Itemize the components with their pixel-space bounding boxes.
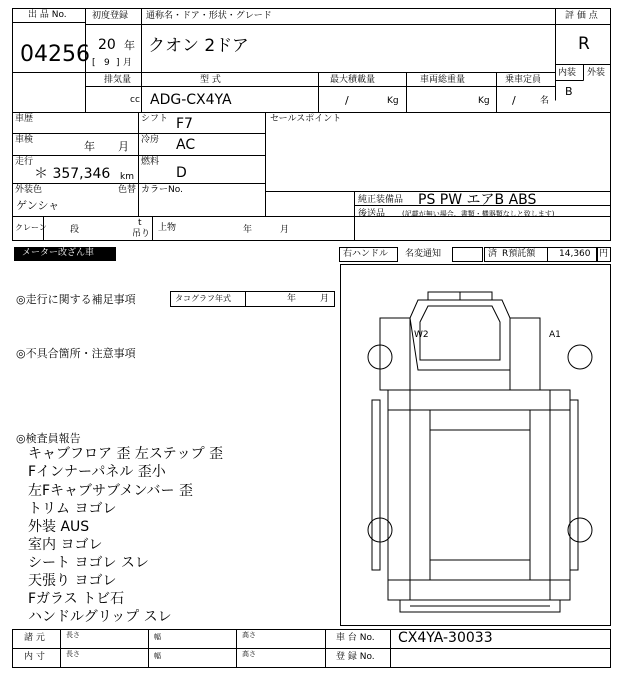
aftermarket-note: (記載が無い場合、書類・機器類なしと致します) xyxy=(402,210,555,218)
deposit-prefix: 済 xyxy=(488,249,498,259)
width-label-2: 幅 xyxy=(154,652,161,660)
inspector-line: トリム ヨゴレ xyxy=(28,501,117,517)
fuel-label: 燃料 xyxy=(141,157,160,167)
first-reg-label: 初度登録 xyxy=(92,11,129,21)
yen-unit: 円 xyxy=(599,249,609,259)
diagram-right-label: A1 xyxy=(549,330,561,340)
inspector-line: Fガラス トビ石 xyxy=(28,591,125,607)
displacement-unit: cc xyxy=(130,95,140,105)
capacity-value: / xyxy=(512,94,516,107)
model-name: クオン 2ドア xyxy=(148,36,249,56)
name-change-label: 名変通知 xyxy=(405,249,442,259)
crane-hook-unit: 吊り xyxy=(132,229,151,239)
fuel-value: D xyxy=(176,165,187,181)
exterior-label: 外装 xyxy=(587,68,606,78)
diagram-left-label: W2 xyxy=(414,330,429,340)
overall-grade: R xyxy=(578,34,590,54)
ac-value: AC xyxy=(176,137,196,153)
inspector-line: 天張り ヨゴレ xyxy=(28,573,117,589)
capacity-unit: 名 xyxy=(540,96,550,106)
equipment-value: PS PW エアB ABS xyxy=(418,192,537,208)
first-reg-year: 20 xyxy=(98,37,116,53)
inspector-line: 左Fキャブサブメンバー 歪 xyxy=(28,483,193,499)
interior-dims-label: 内 寸 xyxy=(24,652,45,662)
shift-label: シフト xyxy=(141,114,169,124)
gross-weight-unit: Kg xyxy=(478,96,490,106)
height-label-2: 高さ xyxy=(242,650,256,658)
crane-month-unit: 月 xyxy=(280,225,290,235)
equipment-label: 純正装備品 xyxy=(358,195,404,205)
interior-grade: B xyxy=(565,85,573,98)
first-reg-month: 9 xyxy=(104,58,110,68)
crane-step-unit: 段 xyxy=(70,225,80,235)
meter-tamper-text: メーター改ざん車 xyxy=(22,248,95,258)
mileage-label: 走行 xyxy=(15,157,34,167)
meter-tamper-badge xyxy=(14,247,116,261)
chassis-value: CX4YA-30033 xyxy=(398,630,493,646)
chassis-label: 車 台 No. xyxy=(336,633,375,643)
model-header: 通称名・ドア・形状・グレード xyxy=(146,11,272,21)
history-label: 車歴 xyxy=(15,114,34,124)
inspector-line: キャブフロア 歪 左ステップ 歪 xyxy=(28,446,224,462)
width-label: 幅 xyxy=(154,633,161,641)
inspector-line: 外装 AUS xyxy=(28,519,90,535)
inspection-year-unit: 年 xyxy=(84,140,95,153)
length-label-2: 長さ xyxy=(66,650,80,658)
max-load-unit: Kg xyxy=(387,96,399,106)
color-value: ゲンシャ xyxy=(16,199,60,212)
interior-label: 内装 xyxy=(558,68,577,78)
lot-number: 04256 xyxy=(20,42,90,67)
max-load-value: / xyxy=(345,94,349,107)
inspector-line: ハンドルグリップ スレ xyxy=(28,609,172,625)
dims-label: 諸 元 xyxy=(24,633,45,643)
crane-year-unit: 年 xyxy=(243,225,253,235)
color-code-label: 色替 xyxy=(118,185,137,195)
mileage-value: ＊ 357,346 xyxy=(34,166,111,182)
recycle-fee-value: 14,360 xyxy=(559,249,591,259)
inspector-line: シート ヨゴレ スレ xyxy=(28,555,149,571)
inspection-month-unit: 月 xyxy=(118,140,129,153)
shift-value: F7 xyxy=(176,116,193,132)
crane-mount-label: 上物 xyxy=(158,223,177,233)
tachograph-month-unit: 月 xyxy=(320,294,330,304)
month-unit: 月 xyxy=(123,58,133,68)
right-hand-label: 右ハンドル xyxy=(343,249,389,259)
lot-label: 出 品 No. xyxy=(28,10,67,20)
max-load-label: 最大積載量 xyxy=(330,75,376,85)
displacement-label: 排気量 xyxy=(104,75,132,85)
color-no-label: カラーNo. xyxy=(141,185,183,195)
driving-notes-label: ◎走行に関する補足事項 xyxy=(16,293,136,306)
mileage-unit: km xyxy=(120,172,134,182)
crane-hook-label: t xyxy=(138,218,142,228)
inspector-line: Fインナーパネル 歪小 xyxy=(28,464,166,480)
aftermarket-label: 後送品 xyxy=(358,209,386,219)
defects-label: ◎不具合箇所・注意事項 xyxy=(16,347,136,360)
type-value: ADG-CX4YA xyxy=(150,92,232,108)
grade-label: 評 価 点 xyxy=(565,11,598,21)
ac-label: 冷房 xyxy=(141,135,160,145)
capacity-label: 乗車定員 xyxy=(505,75,542,85)
height-label: 高さ xyxy=(242,631,256,639)
reg-label: 登 録 No. xyxy=(336,652,375,662)
year-unit: 年 xyxy=(124,39,135,52)
type-label: 型 式 xyxy=(200,75,221,85)
length-label: 長さ xyxy=(66,631,80,639)
color-label: 外装色 xyxy=(15,185,43,195)
tachograph-label: タコグラフ年式 xyxy=(175,294,231,303)
crane-label: クレーン xyxy=(15,223,47,232)
inspector-label: ◎検査員報告 xyxy=(16,432,81,445)
recycle-fee-label: R預託額 xyxy=(502,249,536,259)
tachograph-year-unit: 年 xyxy=(287,294,297,304)
inspector-line: 室内 ヨゴレ xyxy=(28,537,103,553)
gross-weight-label: 車両総重量 xyxy=(420,75,466,85)
sales-point-label: セールスポイント xyxy=(270,114,342,124)
inspection-label: 車検 xyxy=(15,135,34,145)
